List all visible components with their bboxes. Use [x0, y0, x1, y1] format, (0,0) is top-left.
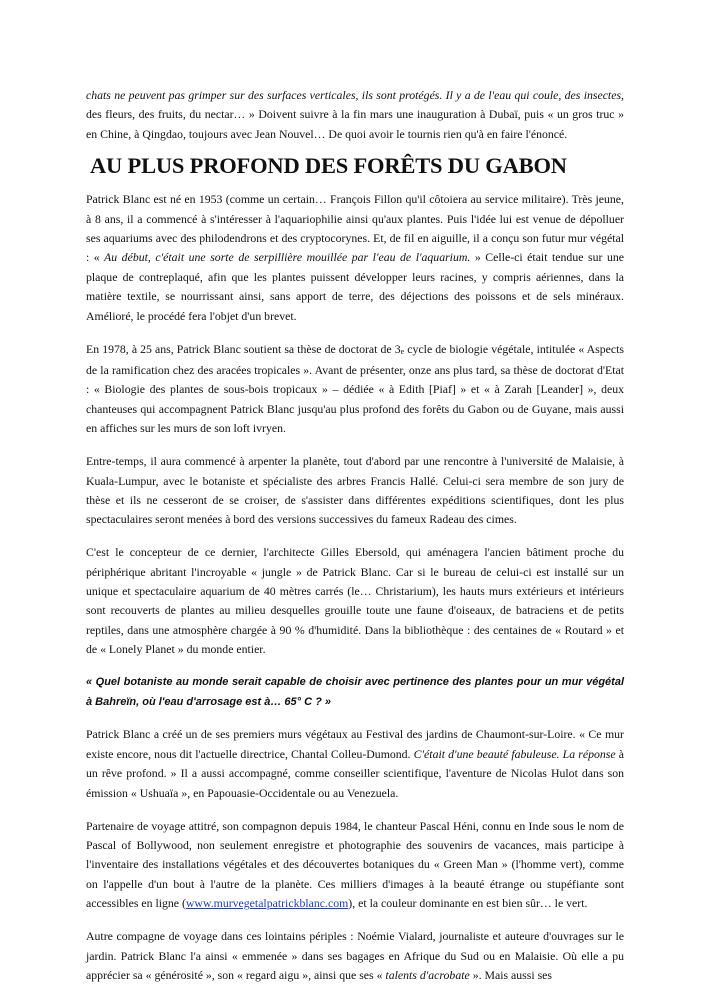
paragraph-1-text-a: Patrick Blanc est né en 1953 (comme un certain… François Fillon qu'il côtoiera au service militaire). Très jeune, à 8 ans, il a commencé à s'intéresser à l'aquariophilie ainsi qu'aux plantes. Puis l'idée lui est venue de dépolluer ses aquariums avec des philodendrons et des cryptocorynes. Et, de fil en aiguille, il a conçu son futur mur végétal : « — [86, 192, 624, 265]
intro-text: des fleurs, des fruits, du nectar… » Doivent suivre à la fin mars une inauguration à Dubaï, puis « un gros truc » en Chine, à Qingdao, toujours avec Jean Nouvel… De quoi avoir le tournis rien qu'à en faire l'énoncé. — [86, 107, 624, 141]
pull-quote: « Quel botaniste au monde serait capable de choisir avec pertinence des plantes pour un mur végétal à Bahreïn, où l'eau d'arrosage est à… 65° C ? » — [86, 676, 624, 708]
paragraph-2-text-b: cycle de biologie végétale, intitulée « Aspects de la ramification chez des aracées tropicales ». Avant de présenter, onze ans plus tard, sa thèse de doctorat d'Etat : « Biologie des plantes de sous-bois tropicaux » – dédiée « à Edith [Piaf] » et « à Zarah [Leander] », deux chanteuses qui accompagnent Patrick Blanc jusqu'au plus profond des forêts du Gabon ou de Guyane, mais aussi en affiches sur les murs de son loft ivryen. — [86, 341, 624, 436]
document-page — [86, 86, 624, 999]
intro-italic-text: chats ne peuvent pas grimper sur des surfaces verticales, ils sont protégés. Il y a de l'eau qui coule, des insectes, — [86, 88, 624, 102]
paragraph-intro — [86, 86, 624, 144]
paragraph-5 — [86, 725, 624, 803]
paragraph-1-text-b: » Celle-ci était tendue sur une plaque de contreplaqué, afin que les plantes puissent développer leurs racines, y compris aériennes, dans la matière textile, se nourrissant ainsi, sans apport de terre, des déjections des poissons et de sels minéraux. Amélioré, le procédé fera l'objet d'un brevet. — [86, 250, 624, 323]
paragraph-2-text-a: En 1978, à 25 ans, Patrick Blanc soutient sa thèse de doctorat de 3 — [86, 341, 401, 356]
paragraph-7-text-a: Autre compagne de voyage dans ces lointains périples : Noémie Vialard, journaliste et auteure d'ouvrages sur le jardin. Patrick Blanc l'a ainsi « emmenée » dans ses bagages en Afrique du Sud ou en Malaisie. Où elle a pu apprécier sa « générosité », son « regard aigu », ainsi que ses « — [86, 929, 624, 982]
paragraph-7-text-b: ». Mais aussi ses — [469, 967, 552, 982]
paragraph-1 — [86, 190, 624, 326]
paragraph-2 — [86, 340, 624, 439]
paragraph-7 — [86, 927, 624, 985]
paragraph-1-quote: Au début, c'était une sorte de serpillière mouillée par l'eau de l'aquarium. — [99, 250, 471, 265]
paragraph-7-quote: talents d'acrobate — [382, 967, 470, 982]
paragraph-3: Entre-temps, il aura commencé à arpenter la planète, tout d'abord par une rencontre à l'université de Malaisie, à Kuala-Lumpur, avec le botaniste et spécialiste des arbres Francis Hallé. Celui-ci sera membre de son jury de thèse et ils ne cesseront de se croiser, de s'assister dans différentes expéditions scientifiques, dont les plus spectaculaires seront menées à bord des versions successives du fameux Radeau des cimes. — [86, 454, 624, 527]
section-heading: AU PLUS PROFOND DES FORÊTS DU GABON — [90, 153, 567, 179]
paragraph-5-quote: C'était d'une beauté fabuleuse. La réponse — [410, 746, 616, 761]
website-link[interactable]: www.murvegetalpatrickblanc.com — [185, 896, 349, 911]
paragraph-5-text-a: Patrick Blanc a créé un de ses premiers murs végétaux au Festival des jardins de Chaumont-sur-Loire. « Ce mur existe encore, nous dit l'actuelle directrice, Chantal Colleu-Dumond. — [86, 727, 624, 761]
paragraph-6-text-b: ), et la couleur dominante en est bien sûr… le vert. — [348, 896, 588, 911]
paragraph-6 — [86, 817, 624, 914]
paragraph-4: C'est le concepteur de ce dernier, l'architecte Gilles Ebersold, qui aménagera l'ancien bâtiment proche du périphérique abritant l'incroyable « jungle » de Patrick Blanc. Car si le bureau de celui-ci est installé sur un unique et spectaculaire aquarium de 40 mètres carrés (le… Christarium), les hauts murs extérieurs et intérieurs sont recouverts de plantes au milieu desquelles grouille toute une faune d'oiseaux, de batraciens et de petits reptiles, dans une atmosphère chargée à 90 % d'humidité. Dans la bibliothèque : des centaines de « Routard » et de « Lonely Planet » du monde entier. — [86, 545, 624, 657]
paragraph-2-sub: e — [400, 346, 405, 356]
paragraph-6-text-a: Partenaire de voyage attitré, son compagnon depuis 1984, le chanteur Pascal Héni, connu en Inde sous le nom de Pascal of Bollywood, non seulement enregistre et photographie des souvenirs de vacances, mais participe à l'inventaire des installations végétales et des découvertes botaniques du « Green Man » (l'homme vert), comme on l'appelle d'un bout à l'autre de la planète. Ces milliers d'images à la beauté étrange ou stupéfiante sont accessibles en ligne ( — [86, 818, 624, 911]
paragraph-5-text-b: à un rêve profond. » Il a aussi accompagné, comme conseiller scientifique, l'aventure de Nicolas Hulot dans son émission « Ushuaïa », en Papouasie-Occidentale ou au Venezuela. — [86, 746, 624, 800]
